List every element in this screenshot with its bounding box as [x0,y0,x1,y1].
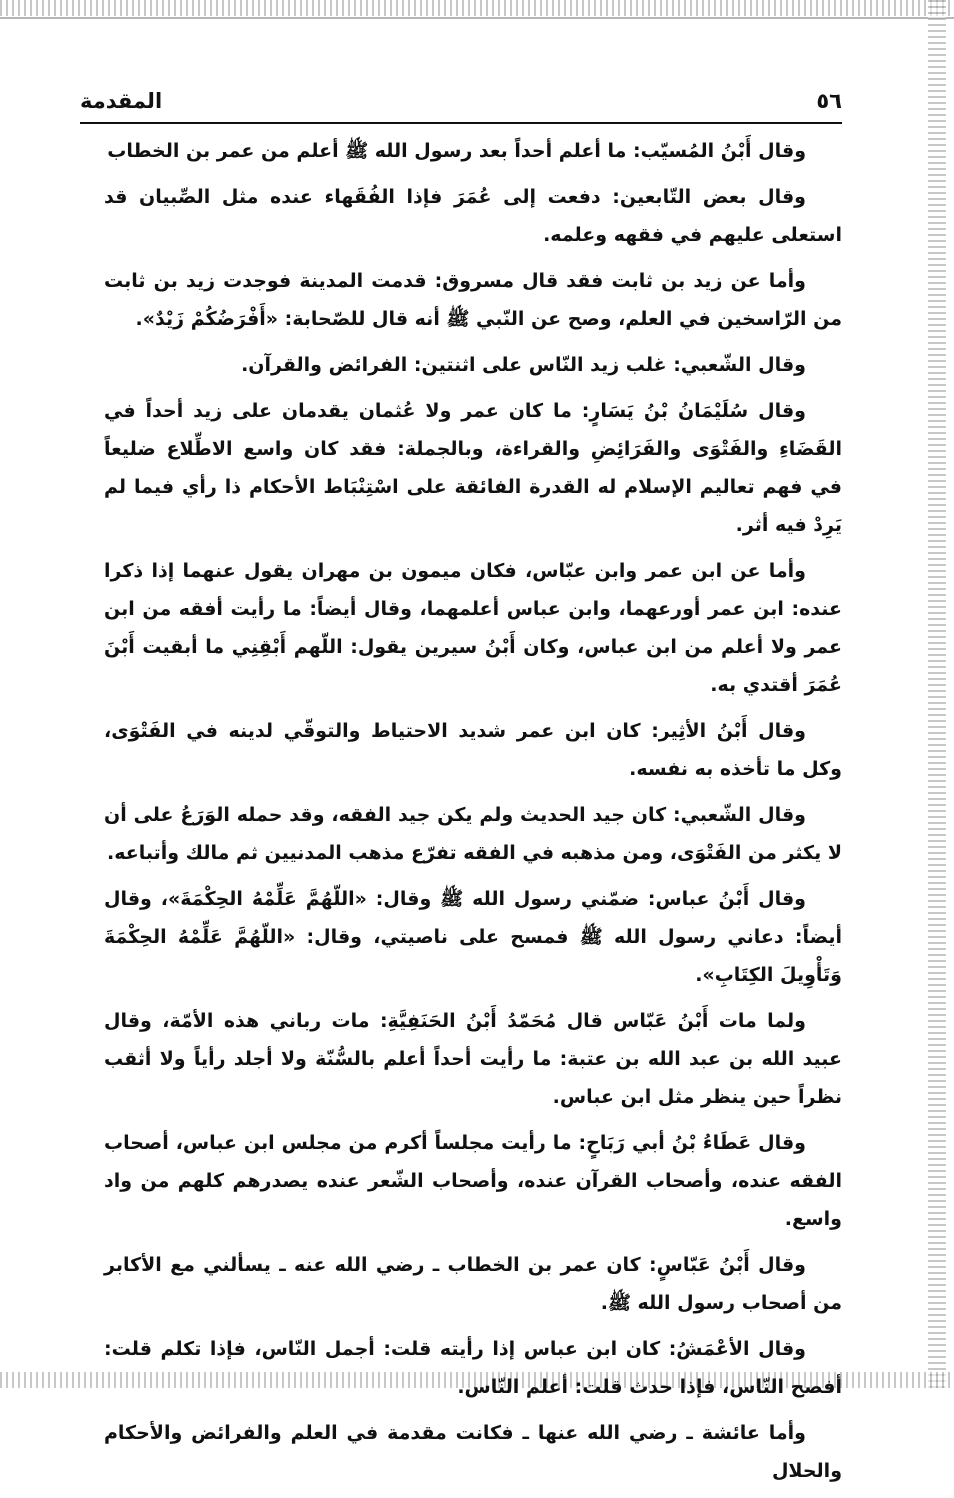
page-body [104,132,842,1498]
decorative-top-border [0,0,954,16]
paragraph: وقال الشّعبي: كان جيد الحديث ولم يكن جيد الفقه، وقد حمله الوَرَعُ على أن لا يكثر من الفَتْوَى، ومن مذهبه في الفقه تفرّع مذهب المدنيين ثم مالك وأتباعه. [104,804,842,864]
header-rule [80,122,842,124]
paragraph: وقال عَطَاءُ بْنُ أبي رَبَاحٍ: ما رأيت مجلساً أكرم من مجلس ابن عباس، أصحاب الفقه عنده، وأصحاب القرآن عنده، وأصحاب الشّعر عنده يصدرهم كلهم من واد واسع. [104,1132,842,1230]
decorative-right-border [928,0,946,1388]
paragraph: وأما عن زيد بن ثابت فقد قال مسروق: قدمت المدينة فوجدت زيد بن ثابت من الرّاسخين في العلم، وصح عن النّبي ﷺ أنه قال للصّحابة: «أَفْرَضُكُمْ زَيْدٌ». [104,270,842,330]
top-border-line [0,17,954,19]
page-number: ٥٦ [816,89,842,113]
section-title: المقدمة [80,89,163,113]
paragraph: وقال الأعْمَشُ: كان ابن عباس إذا رأيته قلت: أجمل النّاس، فإذا تكلم قلت: أفصح النّاس، فإذا حدث قلت: أعلم النّاس. [104,1338,842,1398]
paragraph: وقال أَبْنُ عَبّاسٍ: كان عمر بن الخطاب ـ رضي الله عنه ـ يسألني مع الأكابر من أصحاب رسول الله ﷺ. [104,1254,842,1314]
paragraph: وأما عن ابن عمر وابن عبّاس، فكان ميمون بن مهران يقول عنهما إذا ذكرا عنده: ابن عمر أورعهما، وابن عباس أعلمهما، وقال أيضاً: ما رأيت أفقه من ابن عمر ولا أعلم من ابن عباس، وكان أَبْنُ سيرين يقول: اللّهم أَبْقِنِي ما أبقيت أَبْنَ عُمَرَ أقتدي به. [104,560,842,696]
paragraph: وقال بعض التّابعين: دفعت إلى عُمَرَ فإذا الفُقَهاء عنده مثل الصِّبيان قد استعلى عليهم في فقهه وعلمه. [104,186,842,246]
page-header [80,84,842,118]
paragraph: وقال أَبْنُ عباس: ضمّني رسول الله ﷺ وقال: «اللّهُمَّ عَلِّمْهُ الحِكْمَةَ»، وقال أيضاً: دعاني رسول الله ﷺ فمسح على ناصيتي، وقال: «اللّهُمَّ عَلِّمْهُ الحِكْمَةَ وَتَأْوِيلَ الكِتَابِ». [104,888,842,986]
paragraph: ولما مات أَبْنُ عَبّاس قال مُحَمّدُ أَبْنُ الحَنَفِيَّةِ: مات رباني هذه الأمّة، وقال عبيد الله بن عبد الله بن عتبة: ما رأيت أحداً أعلم بالسُّنّة ولا أجلد رأياً ولا أثقب نظراً حين ينظر مثل ابن عباس. [104,1010,842,1108]
paragraph: وقال الشّعبي: غلب زيد النّاس على اثنتين: الفرائض والقرآن. [241,354,806,376]
paragraph: وقال أَبْنُ الأثِير: كان ابن عمر شديد الاحتياط والتوقّي لدينه في الفَتْوَى، وكل ما تأخذه به نفسه. [104,720,842,780]
paragraph: وأما عائشة ـ رضي الله عنها ـ فكانت مقدمة في العلم والفرائض والأحكام والحلال [104,1422,842,1482]
paragraph: وقال أَبْنُ المُسيّب: ما أعلم أحداً بعد رسول الله ﷺ أعلم من عمر بن الخطاب [107,140,806,162]
paragraph: وقال سُلَيْمَانُ بْنُ يَسَارٍ: ما كان عمر ولا عُثمان يقدمان على زيد أحداً في القَضَاءِ والفَتْوَى والفَرَائِضِ والقراءة، وبالجملة: فقد كان واسع الاطِّلاع ضليعاً في فهم تعاليم الإسلام له القدرة الفائقة على اسْتِنْبَاط الأحكام ذا رأي فيما لم يَرِدْ فيه أثر. [104,400,842,536]
